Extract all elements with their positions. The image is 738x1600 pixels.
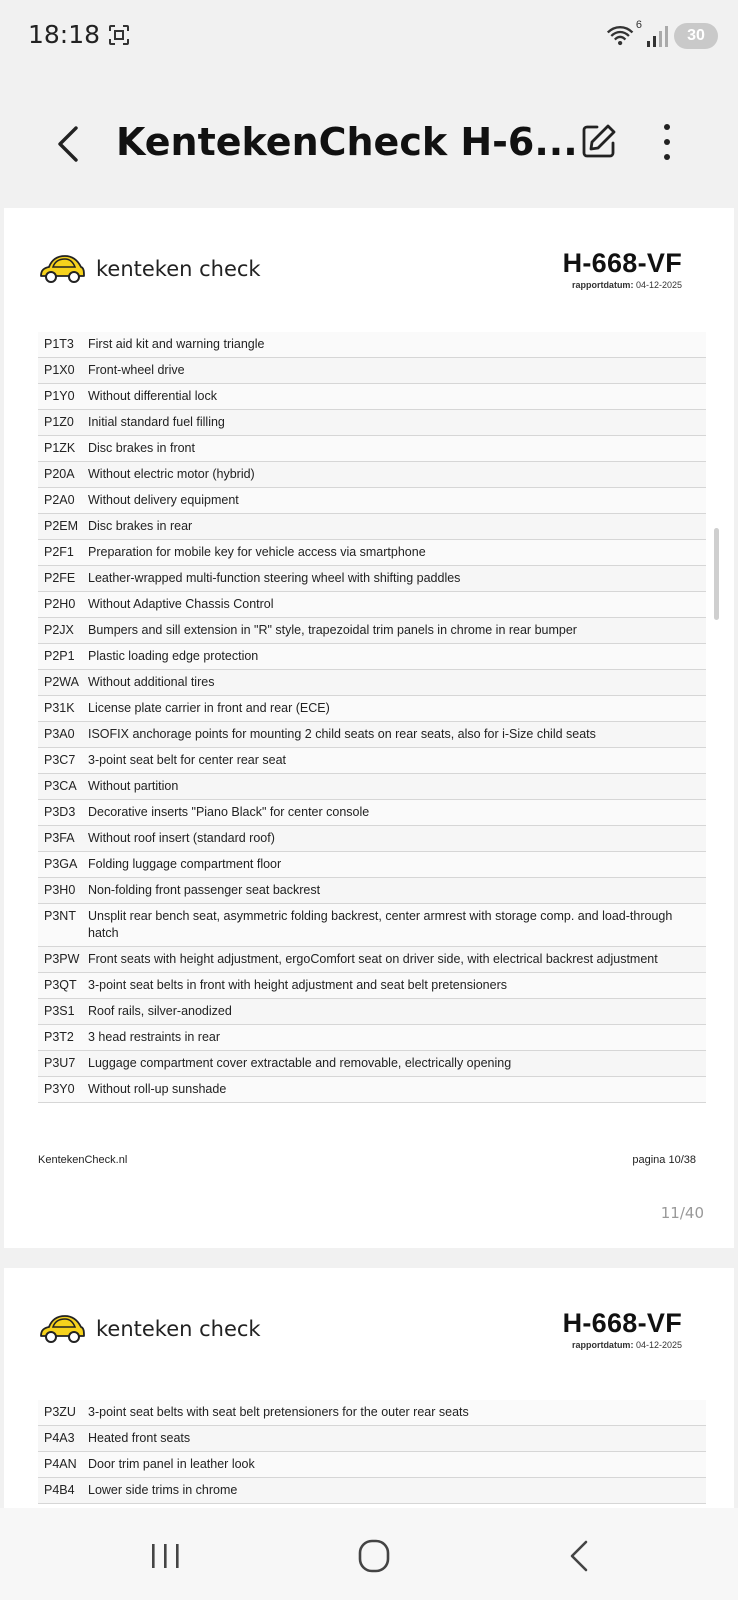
option-row <box>38 748 706 774</box>
option-description: Non-folding front passenger seat backrest <box>88 883 321 897</box>
option-row <box>38 410 706 436</box>
option-row <box>38 670 706 696</box>
option-code: P2A0 <box>44 493 75 507</box>
option-description: 3-point seat belts with seat belt pretensioners for the outer rear seats <box>88 1405 469 1419</box>
option-row <box>38 774 706 800</box>
option-code: P1ZK <box>44 441 76 455</box>
option-row <box>38 696 706 722</box>
option-code: P3CA <box>44 779 77 793</box>
option-code: P2P1 <box>44 649 75 663</box>
app-bar <box>0 72 738 202</box>
option-code: P3H0 <box>44 883 76 897</box>
option-row <box>38 878 706 904</box>
option-description: Plastic loading edge protection <box>88 649 259 663</box>
page-counter: 11/40 <box>660 1204 704 1222</box>
report-date-label: rapportdatum: <box>571 1340 634 1350</box>
report-date <box>563 280 682 290</box>
option-row <box>38 436 706 462</box>
option-description: Without delivery equipment <box>88 493 239 507</box>
options-table <box>38 332 706 1103</box>
option-row <box>38 973 706 999</box>
option-description: Without electric motor (hybrid) <box>88 467 255 481</box>
car-logo-icon <box>38 1312 86 1346</box>
option-description: Without differential lock <box>88 389 217 403</box>
footer-page-number: pagina 10/38 <box>632 1154 696 1166</box>
report-date-value: 04-12-2025 <box>635 1340 682 1350</box>
option-row <box>38 1426 706 1452</box>
option-row <box>38 644 706 670</box>
option-description: Front-wheel drive <box>88 363 185 377</box>
option-row <box>38 358 706 384</box>
footer-site: KentekenCheck.nl <box>38 1154 128 1166</box>
option-code: P2FE <box>44 571 76 585</box>
option-description: Disc brakes in rear <box>88 519 193 533</box>
option-code: P3NT <box>44 909 76 923</box>
license-plate-header <box>563 1308 682 1350</box>
option-row <box>38 852 706 878</box>
option-row <box>38 1077 706 1103</box>
option-row <box>38 462 706 488</box>
option-description: Door trim panel in leather look <box>88 1457 255 1471</box>
option-description: Without additional tires <box>88 675 215 689</box>
option-description: Front seats with height adjustment, ergoComfort seat on driver side, with electrical backrest adjustment <box>88 952 658 966</box>
option-code: P3ZU <box>44 1405 76 1419</box>
option-row <box>38 999 706 1025</box>
kentekencheck-logo <box>38 252 261 286</box>
option-row <box>38 566 706 592</box>
status-bar <box>0 0 738 72</box>
option-code: P2JX <box>44 623 74 637</box>
option-row <box>38 947 706 973</box>
option-row <box>38 904 706 947</box>
scrollbar-thumb[interactable] <box>714 528 719 620</box>
back-icon[interactable] <box>560 1538 600 1574</box>
back-arrow-icon[interactable] <box>52 124 88 164</box>
option-code: P3A0 <box>44 727 75 741</box>
option-code: P2F1 <box>44 545 74 559</box>
option-code: P4A3 <box>44 1431 75 1445</box>
system-nav-bar <box>0 1508 738 1600</box>
option-row <box>38 1452 706 1478</box>
report-date-label: rapportdatum: <box>571 280 634 290</box>
license-plate: H-668-VF <box>562 248 682 278</box>
option-description: Folding luggage compartment floor <box>88 857 282 871</box>
option-description: Roof rails, silver-anodized <box>88 1004 232 1018</box>
option-row <box>38 1051 706 1077</box>
edit-icon[interactable] <box>580 122 618 160</box>
option-description: Bumpers and sill extension in "R" style, trapezoidal trim panels in chrome in rear bumper <box>88 623 577 637</box>
option-code: P3C7 <box>44 753 76 767</box>
option-code: P3PW <box>44 952 80 966</box>
option-description: Initial standard fuel filling <box>88 415 225 429</box>
options-table <box>38 1400 706 1504</box>
option-description: Without roll-up sunshade <box>88 1082 227 1096</box>
option-code: P1X0 <box>44 363 75 377</box>
option-description: Heated front seats <box>88 1431 191 1445</box>
option-row <box>38 384 706 410</box>
option-description: First aid kit and warning triangle <box>88 337 265 351</box>
option-description: Preparation for mobile key for vehicle access via smartphone <box>88 545 426 559</box>
screenshot-icon <box>108 24 130 46</box>
option-description: 3 head restraints in rear <box>88 1030 221 1044</box>
option-description: Unsplit rear bench seat, asymmetric folding backrest, center armrest with storage comp. and load-through hatch <box>88 909 673 940</box>
option-description: Without partition <box>88 779 179 793</box>
option-row <box>38 332 706 358</box>
option-code: P20A <box>44 467 75 481</box>
license-plate: H-668-VF <box>562 1308 682 1338</box>
option-row <box>38 826 706 852</box>
option-code: P31K <box>44 701 75 715</box>
wifi-standard-label: 6 <box>635 19 642 31</box>
option-row <box>38 1478 706 1504</box>
status-time: 18:18 <box>28 20 101 49</box>
option-row <box>38 618 706 644</box>
option-code: P2EM <box>44 519 79 533</box>
option-row <box>38 592 706 618</box>
option-code: P1T3 <box>44 337 74 351</box>
logo-text: kenteken check <box>96 257 261 281</box>
option-code: P4B4 <box>44 1483 75 1497</box>
option-row <box>38 1400 706 1426</box>
option-code: P2H0 <box>44 597 76 611</box>
option-row <box>38 540 706 566</box>
wifi-icon <box>606 19 642 49</box>
option-code: P3FA <box>44 831 75 845</box>
report-date <box>563 1340 682 1350</box>
option-row <box>38 488 706 514</box>
option-description: Lower side trims in chrome <box>88 1483 238 1497</box>
option-description: Luggage compartment cover extractable and removable, electrically opening <box>88 1056 512 1070</box>
option-code: P4AN <box>44 1457 77 1471</box>
option-description: Without Adaptive Chassis Control <box>88 597 274 611</box>
option-code: P3S1 <box>44 1004 75 1018</box>
option-description: ISOFIX anchorage points for mounting 2 child seats on rear seats, also for i-Size child seats <box>88 727 596 741</box>
option-description: Without roof insert (standard roof) <box>88 831 275 845</box>
option-description: Disc brakes in front <box>88 441 195 455</box>
document-page <box>4 208 734 1248</box>
recent-apps-icon[interactable] <box>146 1538 186 1574</box>
option-code: P2WA <box>44 675 79 689</box>
option-code: P3T2 <box>44 1030 74 1044</box>
report-date-value: 04-12-2025 <box>635 280 682 290</box>
option-code: P3GA <box>44 857 78 871</box>
option-code: P3Y0 <box>44 1082 75 1096</box>
battery-indicator: 30 <box>674 23 718 49</box>
more-options-icon[interactable] <box>660 124 674 160</box>
option-code: P3U7 <box>44 1056 76 1070</box>
signal-icon <box>646 24 668 48</box>
kentekencheck-logo <box>38 1312 261 1346</box>
option-row <box>38 1025 706 1051</box>
license-plate-header <box>563 248 682 290</box>
option-row <box>38 514 706 540</box>
option-code: P1Y0 <box>44 389 75 403</box>
home-icon[interactable] <box>354 1538 394 1574</box>
document-title: KentekenCheck H-6... <box>116 120 578 164</box>
option-code: P3QT <box>44 978 77 992</box>
option-row <box>38 722 706 748</box>
option-description: License plate carrier in front and rear (ECE) <box>88 701 330 715</box>
car-logo-icon <box>38 252 86 286</box>
option-description: Leather-wrapped multi-function steering wheel with shifting paddles <box>88 571 461 585</box>
option-row <box>38 800 706 826</box>
option-code: P1Z0 <box>44 415 74 429</box>
option-code: P3D3 <box>44 805 76 819</box>
logo-text: kenteken check <box>96 1317 261 1341</box>
option-description: Decorative inserts "Piano Black" for center console <box>88 805 370 819</box>
document-page <box>4 1268 734 1508</box>
option-description: 3-point seat belt for center rear seat <box>88 753 287 767</box>
option-description: 3-point seat belts in front with height adjustment and seat belt pretensioners <box>88 978 508 992</box>
